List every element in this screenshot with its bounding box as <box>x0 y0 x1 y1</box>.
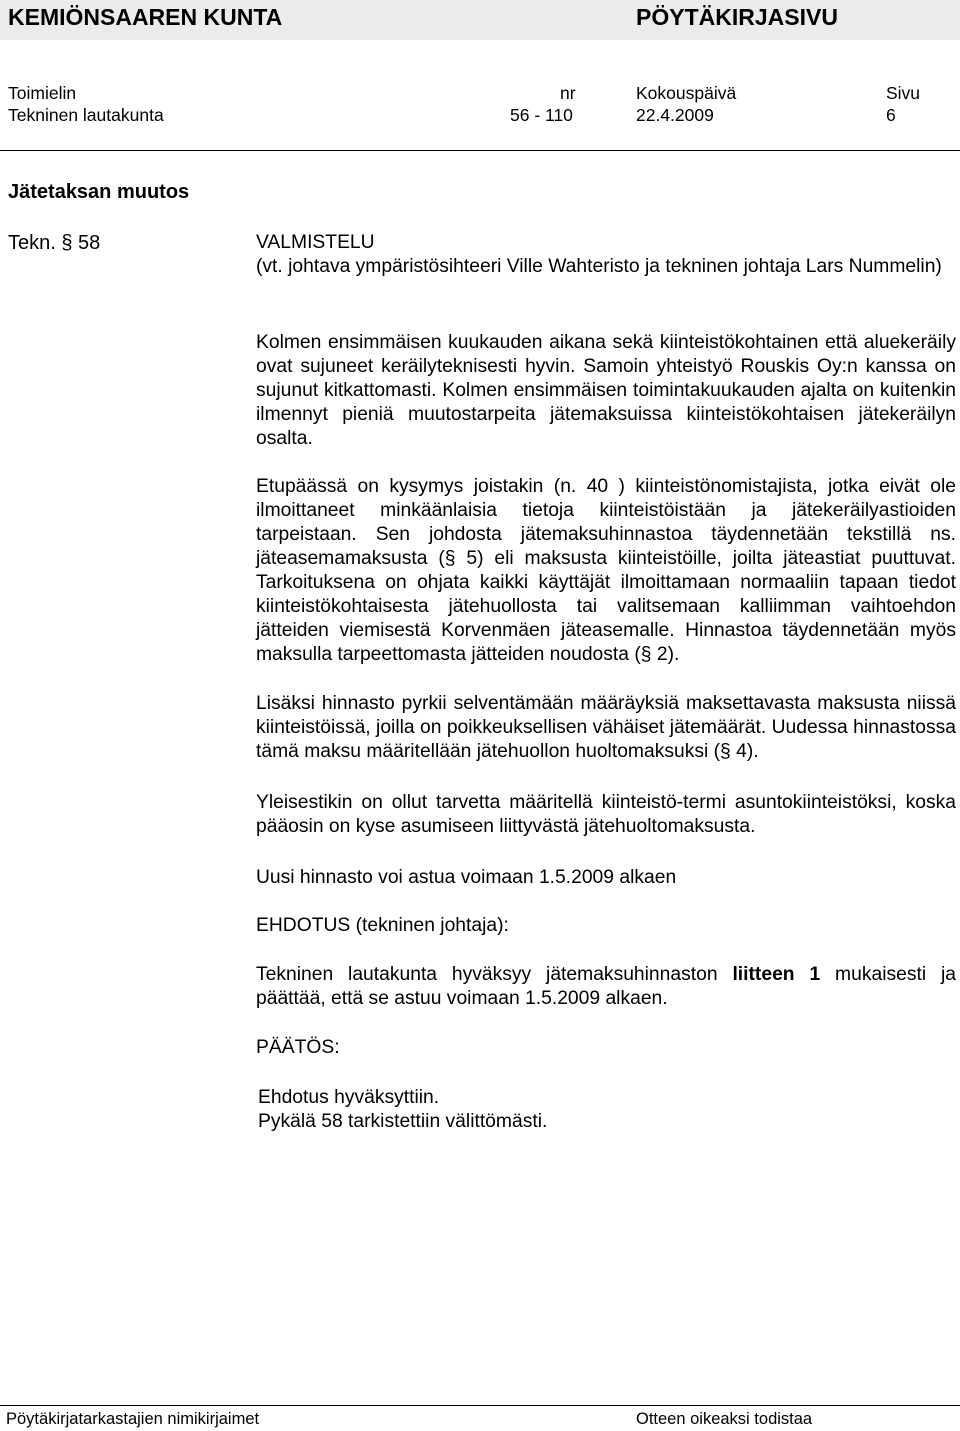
paragraph-5-text: Uusi hinnasto voi astua voimaan 1.5.2009 alkaen <box>256 867 677 888</box>
page-value: 6 <box>886 105 896 125</box>
decision-line-1: Ehdotus hyväksyttiin. <box>258 1087 440 1108</box>
appendix-reference: liitteen 1 <box>732 964 821 985</box>
document-type: PÖYTÄKIRJASIVU <box>636 4 838 30</box>
proposal-label-text: EHDOTUS (tekninen johtaja): <box>256 915 509 936</box>
decision-label <box>256 1036 956 1060</box>
proposal-text <box>256 963 956 1011</box>
paragraph-1 <box>256 331 956 451</box>
organ-value: Tekninen lautakunta <box>8 105 164 125</box>
footer-initials-label: Pöytäkirjatarkastajien nimikirjaimet <box>6 1410 260 1428</box>
paragraph-4 <box>256 791 956 839</box>
proposal-text-start: Tekninen lautakunta hyväksyy jätemaksuhinnaston <box>256 964 718 985</box>
paragraph-1-text: Kolmen ensimmäisen kuukauden aikana sekä kiinteistökohtainen että aluekeräily ovat sujuneet keräilyteknisesti hyvin. Samoin yhteistyö Rouskis Oy:n kanssa on sujunut kitkattomasti. Kolmen ensimmäisen toimintakuukauden ajalta on kuitenkin ilmennyt pieniä muutostarpeita jätemaksuissa kiinteistökohtaisen jätekeräilyn osalta. <box>256 332 956 449</box>
page-label: Sivu <box>886 83 921 103</box>
number-label: nr <box>560 83 576 103</box>
paragraph-3 <box>256 692 956 764</box>
preparation-label: VALMISTELU <box>256 232 375 253</box>
decision-text <box>258 1086 958 1134</box>
decision-label-text: PÄÄTÖS: <box>256 1037 340 1058</box>
footer-divider <box>0 1405 960 1406</box>
paragraph-2 <box>256 475 956 667</box>
section-number: Tekn. § 58 <box>8 232 101 254</box>
number-value: 56 - 110 <box>510 105 573 125</box>
page-title: Jätetaksan muutos <box>8 181 190 203</box>
paragraph-4-text: Yleisestikin on ollut tarvetta määritellä kiinteistö-termi asuntokiinteistöksi, koska pääosin on kyse asumiseen liittyvästä jätehuoltomaksusta. <box>256 792 956 837</box>
footer-certification-label: Otteen oikeaksi todistaa <box>636 1410 813 1428</box>
paragraph-3-text: Lisäksi hinnasto pyrkii selventämään määräyksiä maksettavasta maksusta niissä kiinteistöissä, joilla on poikkeuksellisen vähäiset jätemäärät. Uudessa hinnastossa tämä maksu määritellään jätehuollon huoltomaksuksi (§ 4). <box>256 693 956 762</box>
header-divider <box>0 150 960 151</box>
proposal-paragraph <box>256 963 956 1011</box>
proposal-text-end: mukaisesti ja päättää, että se astuu voimaan 1.5.2009 alkaen. <box>256 964 956 1009</box>
meeting-date-label: Kokouspäivä <box>636 83 737 103</box>
paragraph-5 <box>256 866 956 890</box>
proposal-label <box>256 914 956 938</box>
preparers-text: (vt. johtava ympäristösihteeri Ville Wahteristo ja tekninen johtaja Lars Nummelin) <box>256 256 942 277</box>
decision-line-2: Pykälä 58 tarkistettiin välittömästi. <box>258 1111 548 1132</box>
municipality-name: KEMIÖNSAAREN KUNTA <box>8 4 283 30</box>
meeting-date-value: 22.4.2009 <box>636 105 714 125</box>
paragraph-2-text: Etupäässä on kysymys joistakin (n. 40 ) kiinteistönomistajista, jotka eivät ole ilmoittaneet minkäänlaisia tietoja kiinteistöistään ja jätekeräilyastioiden tarpeistaan. Sen johdosta jätemaksuhinnastoa täydennetään tekstillä ns. jäteasemamaksusta (§ 5) eli maksusta kiinteistöille, joilta jäteastiat puuttuvat. Tarkoituksena on ohjata kaikki käyttäjät ilmoittamaan normaaliin tapaan tiedot kiinteistökohtaisesta jätehuollosta tai valitsemaan kalliimman vaihtoehdon jätteiden viemisestä Korvenmäen jäteasemalle. Hinnastoa täydennetään myös maksulla tarpeettomasta jätteiden noudosta (§ 2). <box>256 476 956 665</box>
preparation-block <box>256 231 956 279</box>
organ-label: Toimielin <box>8 83 77 103</box>
